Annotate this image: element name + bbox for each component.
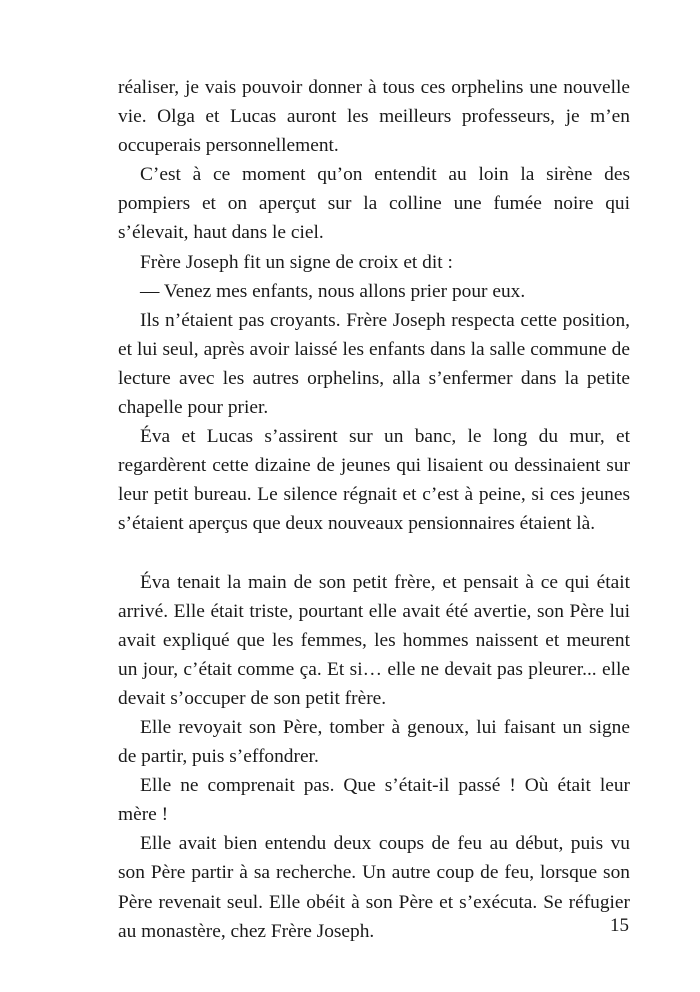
paragraph-did-not-understand: Elle ne comprenait pas. Que s’était-il passé ! Où était leur mère ! — [118, 775, 630, 826]
paragraph-bench: Éva et Lucas s’assirent sur un banc, le long du mur, et regardèrent cette dizaine de jeunes qui lisaient ou dessinaient sur leur petit bureau. Le silence régnait et c’est à peine, si ces jeunes s’étaient aperçus que deux nouveaux pensionnaires étaient là. — [118, 426, 630, 535]
paragraph-continuation: réaliser, je vais pouvoir donner à tous ces orphelins une nouvelle vie. Olga et Lucas auront les meilleurs professeurs, je m’en occuperais personnellement. — [118, 77, 630, 157]
paragraph-not-believers: Ils n’étaient pas croyants. Frère Joseph respecta cette position, et lui seul, après avoir laissé les enfants dans la salle commune de lecture avec les autres orphelins, alla s’enfermer dans la petite chapelle pour prier. — [118, 309, 630, 419]
paragraph-father-kneeling: Elle revoyait son Père, tomber à genoux, lui faisant un signe de partir, puis s’effondrer. — [118, 716, 630, 768]
paragraph-gunshots: Elle avait bien entendu deux coups de feu au début, puis vu son Père partir à sa recherche. Un autre coup de feu, lorsque son Père revenait seul. Elle obéit à son Père et s’exécuta. Se réfugier au monastère, chez Frère Joseph. — [118, 833, 630, 942]
paragraph-dialogue: — Venez mes enfants, nous allons prier pour eux. — [140, 280, 526, 302]
paragraph-siren: C’est à ce moment qu’on entendit au loin la sirène des pompiers et on aperçut sur la colline une fumée noire qui s’élevait, haut dans le ciel. — [118, 164, 630, 244]
body-text — [118, 73, 630, 946]
paragraph-eva-hand: Éva tenait la main de son petit frère, et pensait à ce qui était arrivé. Elle était triste, pourtant elle avait été avertie, son Père lui avait expliqué que les femmes, les hommes naissent et meurent un jour, c’était comme ça. Et si… elle ne devait pas pleurer... elle devait s’occuper de son petit frère. — [118, 571, 630, 709]
page-number: 15 — [610, 915, 629, 936]
paragraph-sign-of-cross: Frère Joseph fit un signe de croix et dit : — [140, 251, 453, 273]
